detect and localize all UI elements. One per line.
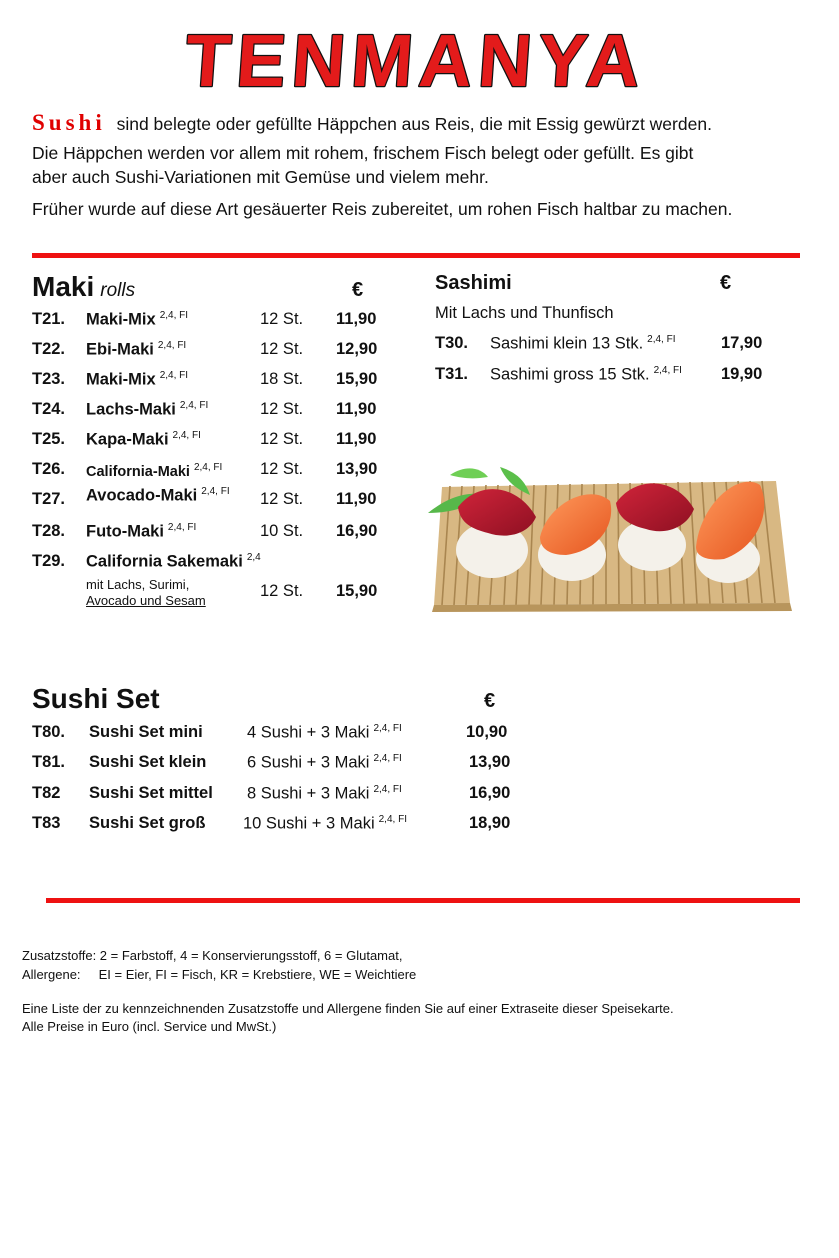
divider-top — [32, 253, 800, 258]
item-code: T82 — [32, 784, 61, 802]
sashimi-currency: € — [720, 272, 732, 294]
item-name: Maki-Mix — [86, 310, 156, 329]
maki-subtitle: rolls — [100, 280, 136, 301]
item-code: T80. — [32, 723, 66, 741]
item-price: 13,90 — [469, 753, 511, 771]
logo-text: TENMANYA — [182, 19, 649, 102]
item-code: T29. — [32, 552, 66, 570]
item-qty: 12 St. — [260, 460, 304, 478]
item-qty: 10 St. — [260, 522, 304, 540]
item-price: 15,90 — [336, 370, 378, 388]
item-allergens: 2,4, FI — [157, 340, 187, 351]
item-name: Lachs-Maki — [86, 400, 176, 419]
sushi-set-currency: € — [484, 690, 496, 712]
sashimi-description: Mit Lachs und Thunfisch — [435, 304, 614, 322]
menu-item-t21 — [32, 310, 392, 334]
item-price: 16,90 — [336, 522, 378, 540]
item-contents: 8 Sushi + 3 Maki — [247, 784, 370, 803]
item-code: T22. — [32, 340, 66, 358]
menu-item-t82 — [32, 784, 532, 808]
item-allergens: 2,4, FI — [653, 365, 682, 376]
item-code: T25. — [32, 430, 66, 448]
item-name: California-Maki — [86, 463, 190, 480]
item-allergens: 2,4, FI — [159, 370, 189, 381]
item-allergens: 2,4 — [246, 552, 261, 563]
item-description-2: Avocado und Sesam — [86, 593, 206, 608]
item-allergens: 2,4, FI — [201, 486, 230, 497]
menu-item-t31 — [435, 365, 815, 389]
leaf — [450, 468, 488, 478]
item-allergens: 2,4, FI — [159, 310, 189, 321]
maki-currency: € — [352, 279, 364, 301]
divider-bottom — [46, 898, 800, 903]
item-price: 11,90 — [336, 310, 377, 328]
item-name: Futo-Maki — [86, 522, 164, 541]
item-name: Sushi Set groß — [89, 814, 206, 832]
item-price: 17,90 — [721, 334, 763, 352]
item-qty: 12 St. — [260, 582, 304, 600]
item-price: 16,90 — [469, 784, 511, 802]
intro-line-2: Die Häppchen werden vor allem mit rohem, frischem Fisch belegt oder gefüllt. Es gibt — [32, 143, 694, 163]
menu-item-t30 — [435, 334, 815, 358]
menu-item-t22 — [32, 340, 392, 364]
menu-item-t80 — [32, 723, 532, 747]
item-allergens: 2,4, FI — [373, 784, 402, 795]
item-qty: 12 St. — [260, 490, 304, 508]
item-name: Avocado-Maki — [86, 486, 198, 505]
footer-allergens: Allergene: EI = Eier, FI = Fisch, KR = Krebstiere, WE = Weichtiere — [22, 967, 417, 982]
footer-note-1: Eine Liste der zu kennzeichnenden Zusatzstoffe und Allergene finden Sie auf einer Extraseite dieser Speisekarte. — [22, 1001, 674, 1016]
item-allergens: 2,4, FI — [378, 814, 407, 825]
menu-item-t25 — [32, 430, 392, 454]
menu-item-t24 — [32, 400, 392, 424]
item-allergens: 2,4, FI — [179, 400, 209, 411]
item-qty: 12 St. — [260, 400, 304, 418]
item-price: 13,90 — [336, 460, 378, 478]
item-code: T24. — [32, 400, 66, 418]
item-allergens: 2,4, FI — [373, 753, 402, 764]
maki-title: Maki — [32, 271, 95, 302]
item-contents: 6 Sushi + 3 Maki — [247, 753, 370, 772]
item-name: Ebi-Maki — [86, 340, 154, 359]
item-name: Sashimi gross 15 Stk. — [490, 365, 650, 384]
menu-item-t26 — [32, 460, 392, 484]
intro-highlight: Sushi — [32, 110, 106, 135]
item-price: 11,90 — [336, 490, 377, 508]
intro-line-4: Früher wurde auf diese Art gesäuerter Reis zubereitet, um rohen Fisch haltbar zu machen. — [32, 199, 733, 219]
intro-line1-rest: sind belegte oder gefüllte Häppchen aus Reis, die mit Essig gewürzt werden. — [116, 114, 712, 134]
item-price: 18,90 — [469, 814, 511, 832]
item-qty: 18 St. — [260, 370, 304, 388]
item-name: Sushi Set klein — [89, 753, 207, 771]
tenmanya-logo — [0, 14, 839, 104]
item-price: 10,90 — [466, 723, 508, 741]
nigiri-sushi-photo — [420, 455, 800, 625]
item-allergens: 2,4, FI — [373, 723, 402, 734]
maki-heading — [32, 271, 135, 303]
item-code: T27. — [32, 490, 66, 508]
item-code: T83 — [32, 814, 61, 832]
item-price: 11,90 — [336, 430, 377, 448]
footer-additives: Zusatzstoffe: 2 = Farbstoff, 4 = Konservierungsstoff, 6 = Glutamat, — [22, 948, 403, 963]
menu-item-t23 — [32, 370, 392, 394]
item-contents: 4 Sushi + 3 Maki — [247, 723, 370, 742]
item-allergens: 2,4, FI — [647, 334, 676, 345]
item-qty: 12 St. — [260, 430, 304, 448]
item-price: 19,90 — [721, 365, 763, 383]
item-name: Kapa-Maki — [86, 430, 169, 449]
item-description-1: mit Lachs, Surimi, — [86, 577, 190, 592]
menu-item-t29 — [32, 552, 392, 612]
item-code: T21. — [32, 310, 66, 328]
item-code: T23. — [32, 370, 66, 388]
intro-line-3: aber auch Sushi-Variationen mit Gemüse und vielem mehr. — [32, 167, 489, 187]
menu-item-t28 — [32, 522, 392, 546]
menu-item-t81 — [32, 753, 532, 777]
item-allergens: 2,4, FI — [172, 430, 201, 441]
item-name: Sashimi klein 13 Stk. — [490, 334, 644, 353]
item-name: Maki-Mix — [86, 370, 156, 389]
item-qty: 12 St. — [260, 340, 304, 358]
intro-line-1 — [32, 110, 812, 137]
item-code: T31. — [435, 365, 469, 383]
sashimi-title: Sashimi — [435, 272, 512, 294]
menu-item-t83 — [32, 814, 532, 838]
item-code: T26. — [32, 460, 66, 478]
footer-note-2: Alle Preise in Euro (incl. Service und MwSt.) — [22, 1019, 277, 1034]
item-code: T28. — [32, 522, 66, 540]
item-name: Sushi Set mittel — [89, 784, 213, 802]
menu-item-t27 — [32, 486, 392, 514]
item-code: T30. — [435, 334, 469, 352]
item-name: Sushi Set mini — [89, 723, 203, 741]
item-code: T81. — [32, 753, 66, 771]
item-price: 12,90 — [336, 340, 378, 358]
item-allergens: 2,4, FI — [167, 522, 197, 533]
item-price: 15,90 — [336, 582, 378, 600]
item-qty: 12 St. — [260, 310, 304, 328]
item-allergens: 2,4, FI — [193, 462, 223, 473]
item-contents: 10 Sushi + 3 Maki — [243, 814, 375, 833]
item-price: 11,90 — [336, 400, 377, 418]
item-name: California Sakemaki — [86, 552, 243, 571]
sushi-set-title: Sushi Set — [32, 683, 160, 714]
